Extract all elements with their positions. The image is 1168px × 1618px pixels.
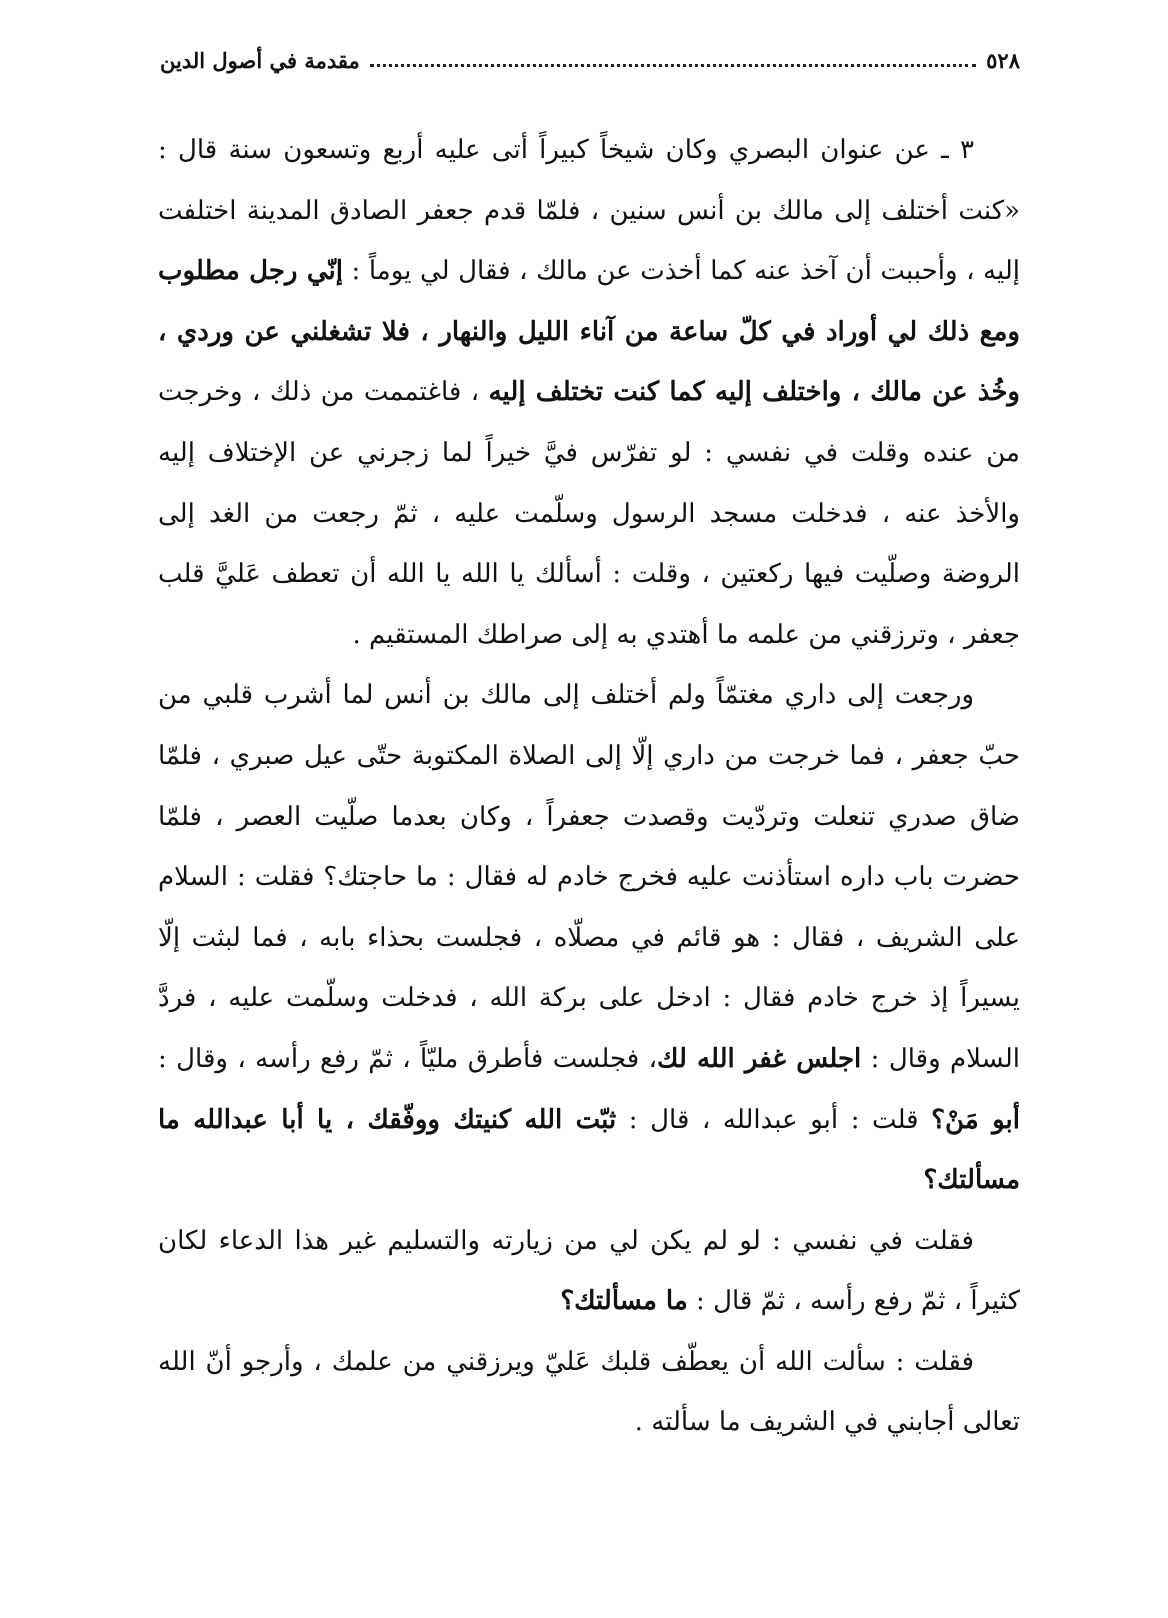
paragraph (158, 1332, 1020, 1453)
text-segment: ، فجلست فأطرق مليّاً ، ثمّ رفع رأسه ، وقال : (158, 1043, 658, 1074)
text-segment: ، فاغتممت من ذلك ، وخرجت من عنده وقلت في نفسي : لو تفرّس فيَّ خيراً لما زجرني عن الإختلاف إليه والأخذ عنه ، فدخلت مسجد الرسول وسلّمت عليه ، ثمّ رجعت من الغد إلى الروضة وصلّيت فيها ركعتين ، وقلت : أسألك يا الله يا الله أن تعطف عَليَّ قلب جعفر ، وترزقني من علمه ما أهتدي به إلى صراطك المستقيم . (158, 377, 1020, 650)
paragraph (158, 120, 1020, 665)
bold-quote-segment: أبو مَنْ؟ (931, 1104, 1020, 1135)
page-header (160, 40, 1020, 80)
bold-quote-segment: ما مسألتك؟ (560, 1286, 688, 1317)
text-segment: قلت : أبو عبدالله ، قال : (616, 1104, 932, 1135)
text-segment: ٣ ـ عن عنوان البصري وكان شيخاً كبيراً أتى عليه أربع وتسعون سنة قال : «كنت أختلف إلى مالك بن أنس سنين ، فلمّا قدم جعفر الصادق المدينة اختلفت إليه ، وأحببت أن آخذ عنه كما أخذت عن مالك ، فقال لي يوماً : (158, 135, 1020, 287)
body-text (158, 120, 1020, 1453)
header-dotted-leader (370, 64, 976, 67)
text-segment: فقلت : سألت الله أن يعطّف قلبك عَليّ ويرزقني من علمك ، وأرجو أنّ الله تعالى أجابني في الشريف ما سألته . (158, 1346, 1020, 1438)
paragraph (158, 1211, 1020, 1332)
page-number: ٥٢٨ (986, 47, 1020, 73)
running-title: مقدمة في أصول الدين (160, 47, 360, 73)
paragraph (158, 665, 1020, 1210)
bold-quote-segment: إنّي رجل مطلوب ومع ذلك لي أوراد في كلّ ساعة من آناء الليل والنهار ، فلا تشغلني عن وردي ، وخُذ عن مالك ، واختلف إليه كما كنت تختلف إليه (158, 256, 1020, 408)
text-segment: فقلت في نفسي : لو لم يكن لي من زيارته والتسليم غير هذا الدعاء لكان كثيراً ، ثمّ رفع رأسه ، ثمّ قال : (158, 1225, 1020, 1317)
text-segment: ورجعت إلى داري مغتمّاً ولم أختلف إلى مالك بن أنس لما أشرب قلبي من حبّ جعفر ، فما خرجت من داري إلّا إلى الصلاة المكتوبة حتّى عيل صبري ، فلمّا ضاق صدري تنعلت وتردّيت وقصدت جعفراً ، وكان بعدما صلّيت العصر ، فلمّا حضرت باب داره استأذنت عليه فخرج خادم له فقال : ما حاجتك؟ فقلت : السلام على الشريف ، فقال : هو قائم في مصلّاه ، فجلست بحذاء بابه ، فما لبثت إلّا يسيراً إذ خرج خادم فقال : ادخل على بركة الله ، فدخلت وسلّمت عليه ، فردَّ السلام وقال : (158, 680, 1020, 1074)
bold-quote-segment: ثبّت الله كنيتك ووفّقك ، يا أبا عبدالله ما مسألتك؟ (158, 1104, 1020, 1196)
bold-quote-segment: اجلس غفر الله لك (657, 1043, 862, 1074)
